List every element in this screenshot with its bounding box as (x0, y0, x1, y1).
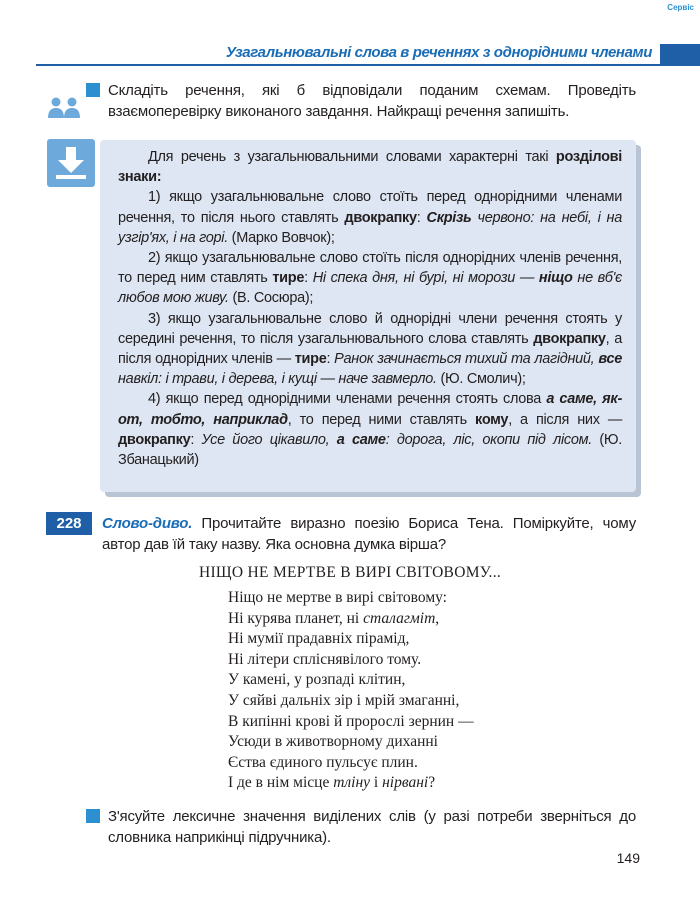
poem-line: Ні мумії прадавніх пірамід, (228, 630, 410, 648)
page-number: 149 (616, 850, 640, 866)
exercise-number: 228 (46, 512, 92, 535)
poem (228, 588, 648, 794)
download-icon (47, 139, 95, 187)
rule-item-2: 2) якщо узагальнювальне слово стоїть після однорідних членів речення, то перед ним ставлять тире: Ні спека дня, ні бурі, ні морози — ніщо не вб'є любов мою живу. (В. Сосюра); (118, 250, 622, 307)
pair-work-icon (46, 97, 82, 119)
exercise-text: Слово-диво. Прочитайте виразно поезію Бориса Тена. Поміркуйте, чому автор дав їй таку назву. Яка основна думка вірша? (102, 515, 636, 553)
exercise-heading: Слово-диво. (102, 515, 193, 532)
task-marker (86, 83, 100, 97)
header-rule (36, 64, 700, 66)
rule-intro: Для речень з узагальнювальними словами характерні такі розділові знаки: (118, 149, 622, 186)
task-marker (86, 809, 100, 823)
poem-line: У камені, у розпаді клітин, (228, 671, 406, 689)
poem-line: Ні літери спліснявілого тому. (228, 650, 422, 668)
poem-line: І де в нім місце тліну і нірвані? (228, 774, 436, 792)
section-title: Узагальнювальні слова в реченнях з однорідними членами (225, 44, 652, 61)
rule-item-1: 1) якщо узагальнювальне слово стоїть перед однорідними членами речення, то після нього ставлять двокрапку: Скрізь червоно: на небі, і на узгір'ях, і на горі. (Марко Вовчок); (118, 189, 622, 246)
poem-line: Усюди в животворному диханні (228, 733, 438, 751)
brand-mark: Сервіс (667, 3, 694, 12)
header-bar (660, 44, 700, 64)
rule-text (118, 147, 622, 470)
poem-line: В кипінні крові й пророслі зернин — (228, 712, 474, 730)
poem-line: Ні курява планет, ні сталагміт, (228, 609, 440, 627)
pair-task-text: Складіть речення, які б відповідали поданим схемам. Проведіть взаємоперевірку виконаного завдання. Найкращі речення запишіть. (108, 82, 636, 120)
poem-line: У сяйві дальніх зір і мрій змаганні, (228, 691, 460, 709)
poem-title: НІЩО НЕ МЕРТВЕ В ВИРІ СВІТОВОМУ... (198, 564, 502, 581)
rule-item-4: 4) якщо перед однорідними членами речення стоять слова а саме, як-от, тобто, наприклад, то перед ними ставлять кому, а після них — двокрапку: Усе його цікавило, а саме: дорога, ліс, окопи під лісом. (Ю. Збанацький) (118, 391, 623, 469)
rule-item-3: 3) якщо узагальнювальне слово й однорідні члени речення стоять у середині речення, то після узагальнювального слова ставлять двокрапку, а після однорідних членів — тире: Ранок зачинається тихий та лагідний, все навкіл: і трави, і дерева, і кущі — наче завмерло. (Ю. Смолич); (118, 310, 622, 388)
lexical-task-text: З'ясуйте лексичне значення виділених слів (у разі потреби зверніться до словника наприкінці підручника). (108, 808, 636, 846)
poem-line: Ніщо не мертве в вирі світовому: (228, 589, 447, 606)
poem-line: Єства єдиного пульсує плин. (228, 753, 418, 771)
